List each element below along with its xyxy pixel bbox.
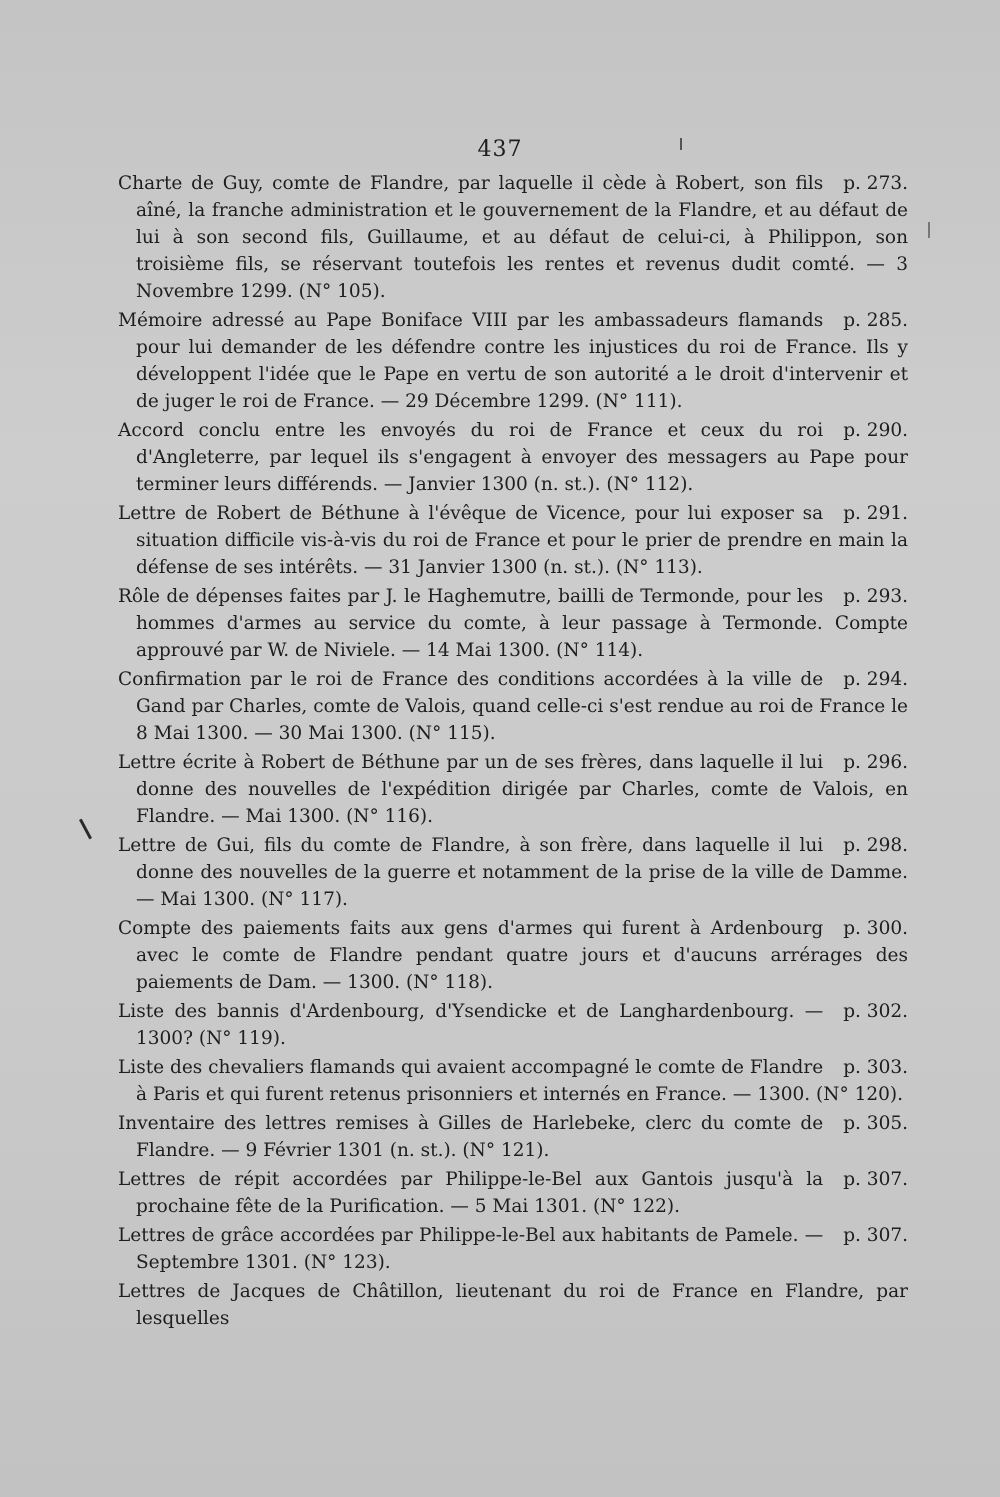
page-reference: p. 305. xyxy=(843,1113,908,1134)
page-reference: p. 300. xyxy=(843,918,908,939)
page-reference: p. 293. xyxy=(843,586,908,607)
page-reference: p. 307. xyxy=(843,1169,908,1190)
list-item xyxy=(118,307,908,415)
entry-text: Mémoire adressé au Pape Boniface VIII par les ambassadeurs flamands pour lui demander de les défendre contre les injustices du roi de France. Ils y développent l'idée que le Pape en vertu de son autorité a le droit d'intervenir et de juger le roi de France. — 29 Décembre 1299. (N° 111). xyxy=(118,310,908,412)
page-reference: p. 285. xyxy=(843,310,908,331)
entry-text: Charte de Guy, comte de Flandre, par laquelle il cède à Robert, son fils aîné, la franche administration et le gouvernement de la Flandre, et au défaut de lui à son second fils, Guillaume, et au défaut de celui-ci, à Philippon, son troisième fils, se réservant toutefois les rentes et revenus dudit comté. — 3 Novembre 1299. (N° 105). xyxy=(118,173,908,302)
list-item xyxy=(118,583,908,664)
page-reference: p. 303. xyxy=(843,1057,908,1078)
list-item xyxy=(118,417,908,498)
page-reference: p. 296. xyxy=(843,752,908,773)
page-reference: p. 302. xyxy=(843,1001,908,1022)
page-reference: p. 290. xyxy=(843,420,908,441)
list-item xyxy=(118,170,908,305)
entry-text: Rôle de dépenses faites par J. le Haghemutre, bailli de Termonde, pour les hommes d'armes au service du comte, à leur passage à Termonde. Compte approuvé par W. de Niviele. — 14 Mai 1300. (N° 114). xyxy=(118,586,908,661)
page-reference: p. 291. xyxy=(843,503,908,524)
entry-text: Lettres de grâce accordées par Philippe-le-Bel aux habitants de Pamele. — Septembre 1301. (N° 123). xyxy=(118,1225,824,1273)
page-reference: p. 298. xyxy=(843,835,908,856)
list-item xyxy=(118,832,908,913)
entry-text: Liste des bannis d'Ardenbourg, d'Ysendicke et de Langhardenbourg. — 1300? (N° 119). xyxy=(118,1001,824,1049)
entry-text: Compte des paiements faits aux gens d'armes qui furent à Ardenbourg avec le comte de Flandre pendant quatre jours et d'aucuns arrérages des paiements de Dam. — 1300. (N° 118). xyxy=(118,918,908,993)
list-item xyxy=(118,1278,908,1332)
list-item xyxy=(118,1110,908,1164)
entry-text: Lettre écrite à Robert de Béthune par un de ses frères, dans laquelle il lui donne des nouvelles de l'expédition dirigée par Charles, comte de Valois, en Flandre. — Mai 1300. (N° 116). xyxy=(118,752,908,827)
entry-text: Lettres de répit accordées par Philippe-le-Bel aux Gantois jusqu'à la prochaine fête de la Purification. — 5 Mai 1301. (N° 122). xyxy=(118,1169,824,1217)
list-item xyxy=(118,1222,908,1276)
page-reference: p. 294. xyxy=(843,669,908,690)
entry-list xyxy=(118,170,908,1334)
entry-text: Inventaire des lettres remises à Gilles de Harlebeke, clerc du comte de Flandre. — 9 Février 1301 (n. st.). (N° 121). xyxy=(118,1113,824,1161)
ink-speck xyxy=(928,222,930,238)
entry-text: Lettres de Jacques de Châtillon, lieutenant du roi de France en Flandre, par lesquelles xyxy=(118,1281,908,1329)
entry-text: Liste des chevaliers flamands qui avaient accompagné le comte de Flandre à Paris et qui furent retenus prisonniers et internés en France. — 1300. (N° 120). xyxy=(118,1057,903,1105)
list-item xyxy=(118,915,908,996)
margin-mark xyxy=(79,819,92,840)
page-reference: p. 307. xyxy=(843,1225,908,1246)
entry-text: Accord conclu entre les envoyés du roi de France et ceux du roi d'Angleterre, par lequel ils s'engagent à envoyer des messagers au Pape pour terminer leurs différends. — Janvier 1300 (n. st.). (N° 112). xyxy=(118,420,908,495)
list-item xyxy=(118,666,908,747)
list-item xyxy=(118,998,908,1052)
entry-text: Confirmation par le roi de France des conditions accordées à la ville de Gand par Charles, comte de Valois, quand celle-ci s'est rendue au roi de France le 8 Mai 1300. — 30 Mai 1300. (N° 115). xyxy=(118,669,908,744)
entry-text: Lettre de Robert de Béthune à l'évêque de Vicence, pour lui exposer sa situation difficile vis-à-vis du roi de France et pour le prier de prendre en main la défense de ses intérêts. — 31 Janvier 1300 (n. st.). (N° 113). xyxy=(118,503,908,578)
list-item xyxy=(118,1054,908,1108)
list-item xyxy=(118,500,908,581)
page-reference: p. 273. xyxy=(843,173,908,194)
entry-text: Lettre de Gui, fils du comte de Flandre, à son frère, dans laquelle il lui donne des nouvelles de la guerre et notamment de la prise de la ville de Damme. — Mai 1300. (N° 117). xyxy=(118,835,908,910)
list-item xyxy=(118,1166,908,1220)
list-item xyxy=(118,749,908,830)
page-number: 437 xyxy=(477,137,523,162)
